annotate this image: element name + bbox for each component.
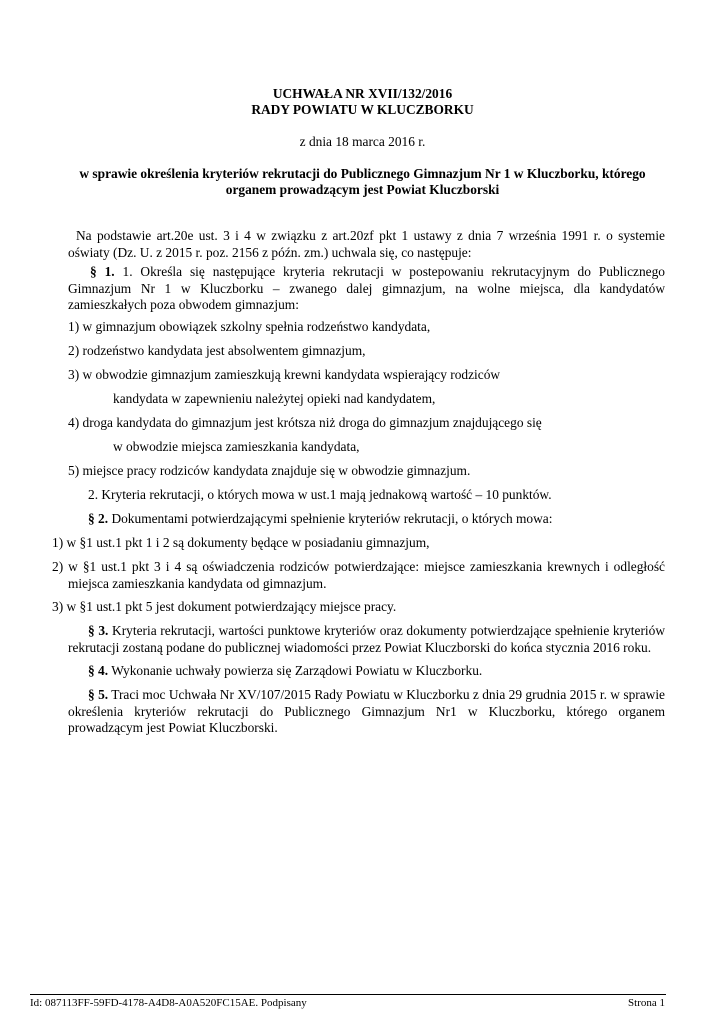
section-2-label: § 2. xyxy=(88,511,109,526)
resolution-subject-line-2: organem prowadzącym jest Powiat Kluczborski xyxy=(225,182,500,197)
section-3-paragraph xyxy=(68,623,665,656)
documents-item-3: 3) w §1 ust.1 pkt 5 jest dokument potwierdzający miejsce pracy. xyxy=(52,599,397,614)
resolution-subject-line-1: w sprawie określenia kryteriów rekrutacji do Publicznego Gimnazjum Nr 1 w Kluczborku, którego xyxy=(79,166,646,181)
section-4-paragraph xyxy=(88,663,665,680)
section-4-text: Wykonanie uchwały powierza się Zarządowi Powiatu w Kluczborku. xyxy=(108,663,483,678)
section-2-text: Dokumentami potwierdzającymi spełnienie kryteriów rekrutacji, o których mowa: xyxy=(108,511,553,526)
section-3-label: § 3. xyxy=(88,623,109,638)
documents-item-1: 1) w §1 ust.1 pkt 1 i 2 są dokumenty będące w posiadaniu gimnazjum, xyxy=(52,535,430,550)
criteria-item-5: 5) miejsce pracy rodziców kandydata znajduje się w obwodzie gimnazjum. xyxy=(68,463,471,478)
section-1-paragraph-2: 2. Kryteria rekrutacji, o których mowa w ust.1 mają jednakową wartość – 10 punktów. xyxy=(88,487,552,502)
section-5-text: Traci moc Uchwała Nr XV/107/2015 Rady Powiatu w Kluczborku z dnia 29 grudnia 2015 r. w sprawie określenia kryteriów rekrutacji do Publicznego Gimnazjum Nr1 w Kluczborku, którego organem prowadzącym jest Powiat Kluczborski. xyxy=(68,687,665,735)
section-4-label: § 4. xyxy=(88,663,109,678)
preamble: Na podstawie art.20e ust. 3 i 4 w związku z art.20zf pkt 1 ustawy z dnia 7 września 1991 r. o systemie oświaty (Dz. U. z 2015 r. poz. 2156 z późn. zm.) uchwala się, co następuje: xyxy=(68,228,665,260)
section-5-paragraph xyxy=(68,687,665,737)
criteria-item-3-continued: kandydata w zapewnieniu należytej opieki nad kandydatem, xyxy=(113,391,436,406)
section-3-text: Kryteria rekrutacji, wartości punktowe kryteriów oraz dokumenty potwierdzające spełnienie kryteriów rekrutacji zostaną podane do publicznej wiadomości przez Powiat Kluczborski do końca stycznia 2016 roku. xyxy=(68,623,665,655)
section-1-text: 1. Określa się następujące kryteria rekrutacji w postepowaniu rekrutacyjnym do Publicznego Gimnazjum Nr 1 w Kluczborku – zwanego dalej gimnazjum, na wolne miejsca, dla kandydatów zamieszkałych poza obwodem gimnazjum: xyxy=(68,264,665,312)
section-1-label: § 1. xyxy=(90,264,115,279)
section-1-paragraph-1 xyxy=(68,264,665,314)
footer-page-number: Strona 1 xyxy=(628,997,665,1009)
resolution-date: z dnia 18 marca 2016 r. xyxy=(299,134,426,149)
criteria-item-3: 3) w obwodzie gimnazjum zamieszkują krewni kandydata wspierający rodziców xyxy=(68,367,501,382)
section-2-paragraph xyxy=(88,511,665,528)
criteria-item-4-continued: w obwodzie miejsca zamieszkania kandydata, xyxy=(113,439,360,454)
documents-item-2: 2) w §1 ust.1 pkt 3 i 4 są oświadczenia rodziców potwierdzające: miejsce zamieszkania krewnych i odległość miejsca zamieszkania kandydata od gimnazjum. xyxy=(52,559,665,591)
criteria-item-1: 1) w gimnazjum obowiązek szkolny spełnia rodzeństwo kandydata, xyxy=(68,319,431,334)
resolution-title: UCHWAŁA NR XVII/132/2016 xyxy=(272,86,453,101)
footer-document-id: Id: 087113FF-59FD-4178-A4D8-A0A520FC15AE. Podpisany xyxy=(30,997,307,1009)
resolution-issuer: RADY POWIATU W KLUCZBORKU xyxy=(251,102,474,117)
criteria-item-4: 4) droga kandydata do gimnazjum jest krótsza niż droga do gimnazjum znajdującego się xyxy=(68,415,542,430)
criteria-item-2: 2) rodzeństwo kandydata jest absolwentem gimnazjum, xyxy=(68,343,366,358)
footer-divider xyxy=(30,994,666,995)
section-5-label: § 5. xyxy=(88,687,109,702)
